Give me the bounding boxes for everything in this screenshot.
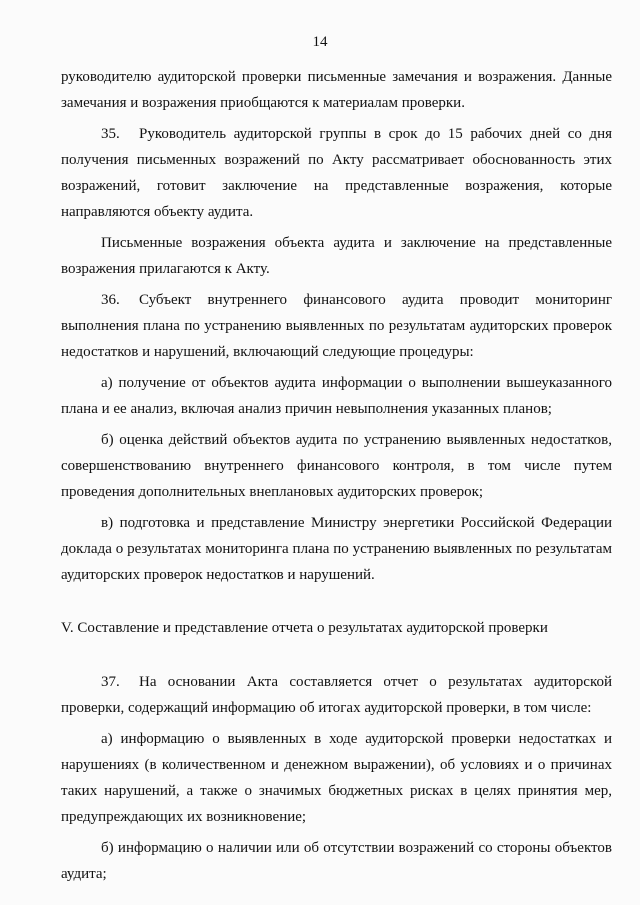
- paragraph-36-item-c: в) подготовка и представление Министру энергетики Российской Федерации доклада о результатах мониторинга плана по устранению выявленных по результатам аудиторских проверок недостатков и нарушений.: [61, 515, 612, 583]
- paragraph-36-item-b: б) оценка действий объектов аудита по устранению выявленных недостатков, совершенствованию внутреннего финансового контроля, в том числе путем проведения дополнительных внеплановых аудиторских проверок;: [61, 432, 612, 500]
- paragraph-36-number: 36.: [101, 292, 120, 308]
- paragraph-35: [61, 121, 612, 225]
- document-body: [61, 64, 612, 892]
- paragraph-36-item-a: а) получение от объектов аудита информации о выполнении вышеуказанного плана и ее анализ, включая анализ причин невыполнения указанных планов;: [61, 375, 612, 417]
- paragraph-continuation: руководителю аудиторской проверки письменные замечания и возражения. Данные замечания и возражения приобщаются к материалам проверки.: [61, 69, 612, 111]
- paragraph-37-item-a: а) информацию о выявленных в ходе аудиторской проверки недостатках и нарушениях (в количественном и денежном выражении), об условиях и о причинах таких нарушений, а также о значимых бюджетных рисках в целях принятия мер, предупреждающих их возникновение;: [61, 731, 612, 825]
- paragraph-written-objections: Письменные возражения объекта аудита и заключение на представленные возражения прилагаются к Акту.: [61, 235, 612, 277]
- paragraph-35-text: Руководитель аудиторской группы в срок до 15 рабочих дней со дня получения письменных возражений по Акту рассматривает обоснованность этих возражений, готовит заключение на представленные возражения, которые направляются объекту аудита.: [61, 126, 612, 220]
- paragraph-37-text: На основании Акта составляется отчет о результатах аудиторской проверки, содержащий информацию об итогах аудиторской проверки, в том числе:: [61, 674, 612, 716]
- paragraph-37-number: 37.: [101, 674, 120, 690]
- page-number: 14: [312, 34, 328, 50]
- paragraph-36-text: Субъект внутреннего финансового аудита проводит мониторинг выполнения плана по устранению выявленных по результатам аудиторских проверок недостатков и нарушений, включающий следующие процедуры:: [61, 292, 612, 360]
- paragraph-37: [61, 669, 612, 721]
- section-heading: V. Составление и представление отчета о результатах аудиторской проверки: [61, 620, 548, 636]
- paragraph-35-number: 35.: [101, 126, 120, 142]
- paragraph-36: [61, 287, 612, 365]
- paragraph-37-item-b: б) информацию о наличии или об отсутствии возражений со стороны объектов аудита;: [61, 840, 612, 882]
